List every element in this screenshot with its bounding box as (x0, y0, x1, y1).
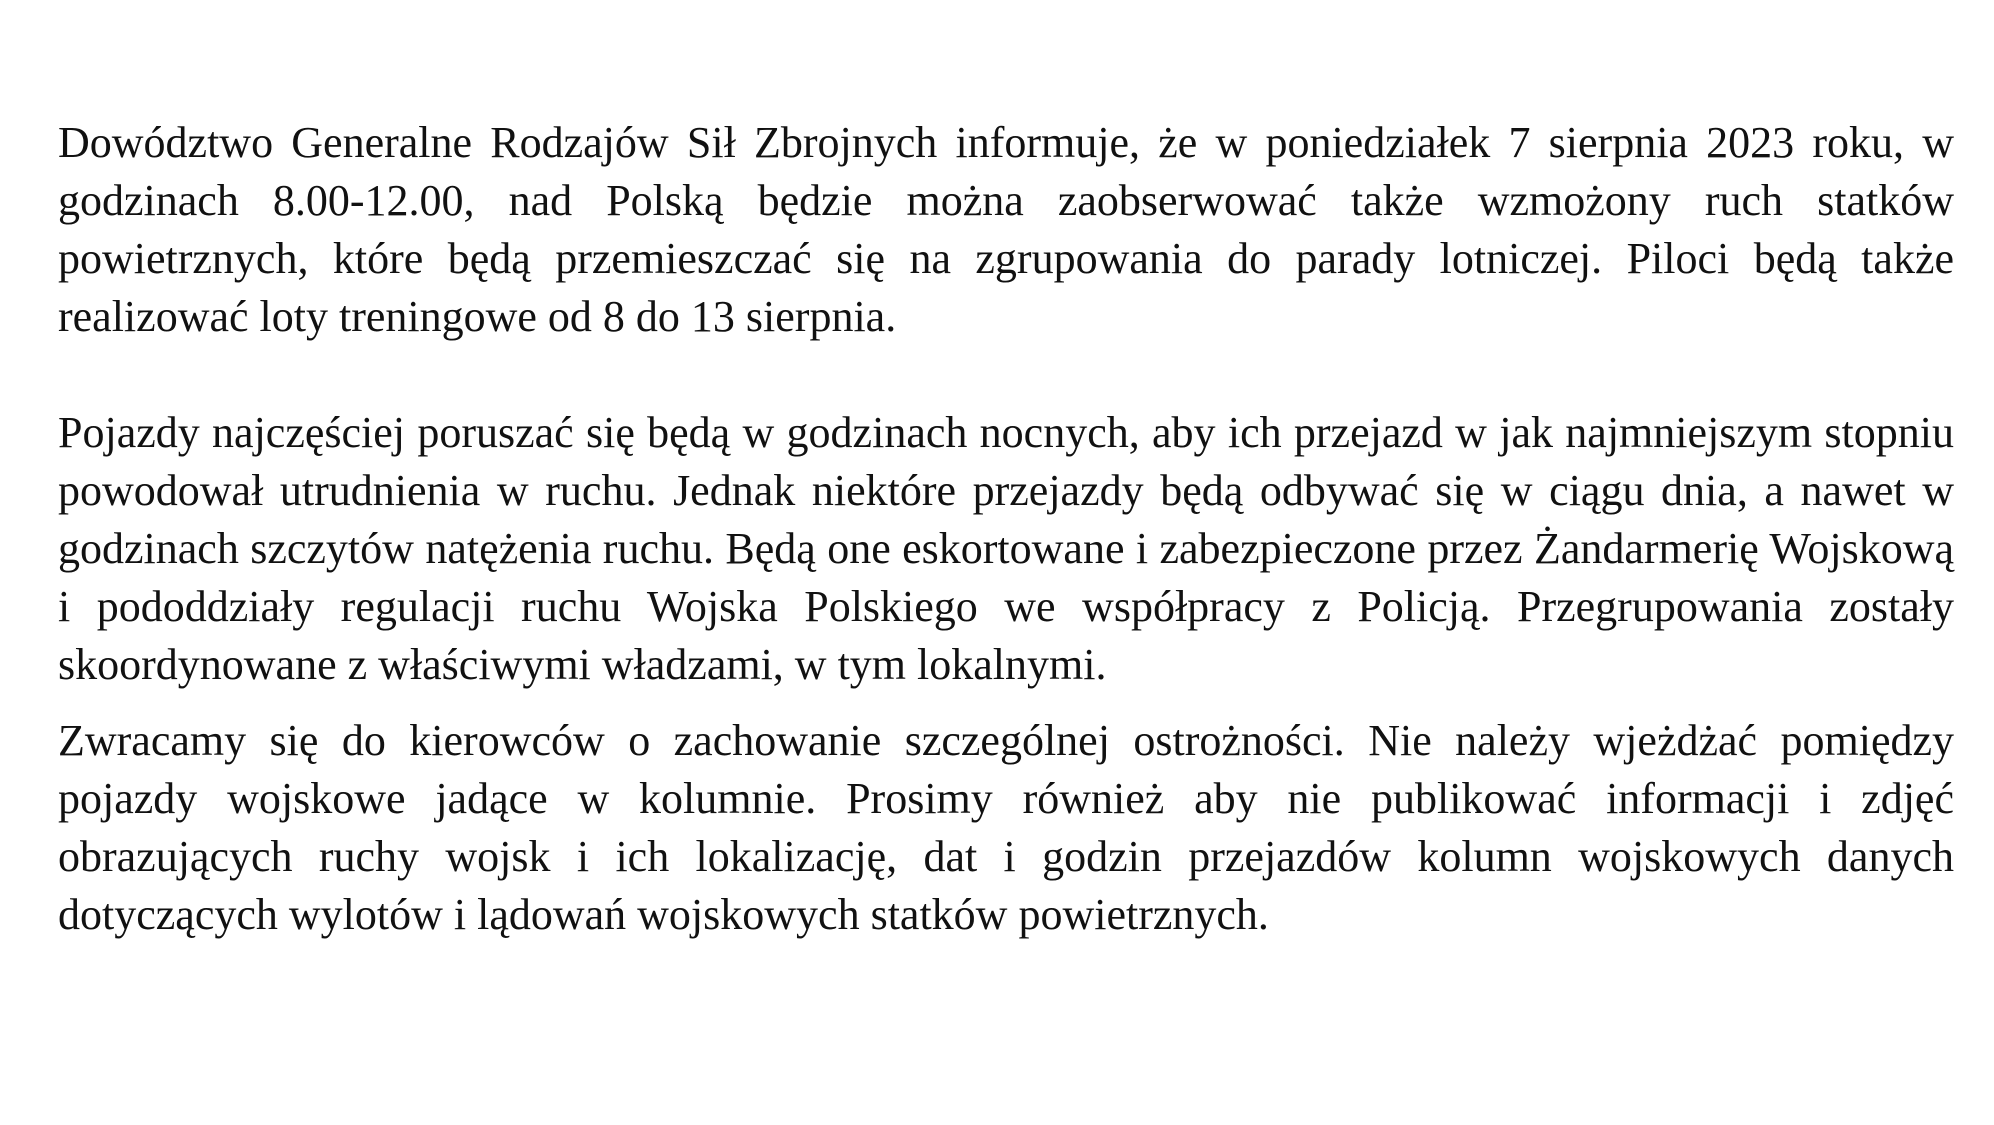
paragraph-air-traffic: Dowództwo Generalne Rodzajów Sił Zbrojnych informuje, że w poniedziałek 7 sierpnia 2023 roku, w godzinach 8.00-12.00, nad Polską będzie można zaobserwować także wzmożony ruch statków powietrznych, które będą przemieszczać się na zgrupowania do parady lotniczej. Piloci będą także realizować loty treningowe od 8 do 13 sierpnia. (58, 118, 1954, 341)
document-body (58, 114, 1954, 944)
paragraph-driver-appeal: Zwracamy się do kierowców o zachowanie szczególnej ostrożności. Nie należy wjeżdżać pomiędzy pojazdy wojskowe jadące w kolumnie. Prosimy również aby nie publikować informacji i zdjęć obrazujących ruchy wojsk i ich lokalizację, dat i godzin przejazdów kolumn wojskowych danych dotyczących wylotów i lądowań wojskowych statków powietrznych. (58, 716, 1954, 939)
paragraph-vehicle-movements: Pojazdy najczęściej poruszać się będą w godzinach nocnych, aby ich przejazd w jak najmniejszym stopniu powodował utrudnienia w ruchu. Jednak niektóre przejazdy będą odbywać się w ciągu dnia, a nawet w godzinach szczytów natężenia ruchu. Będą one eskortowane i zabezpieczone przez Żandarmerię Wojskową i pododdziały regulacji ruchu Wojska Polskiego we współpracy z Policją. Przegrupowania zostały skoordynowane z właściwymi władzami, w tym lokalnymi. (58, 408, 1954, 689)
